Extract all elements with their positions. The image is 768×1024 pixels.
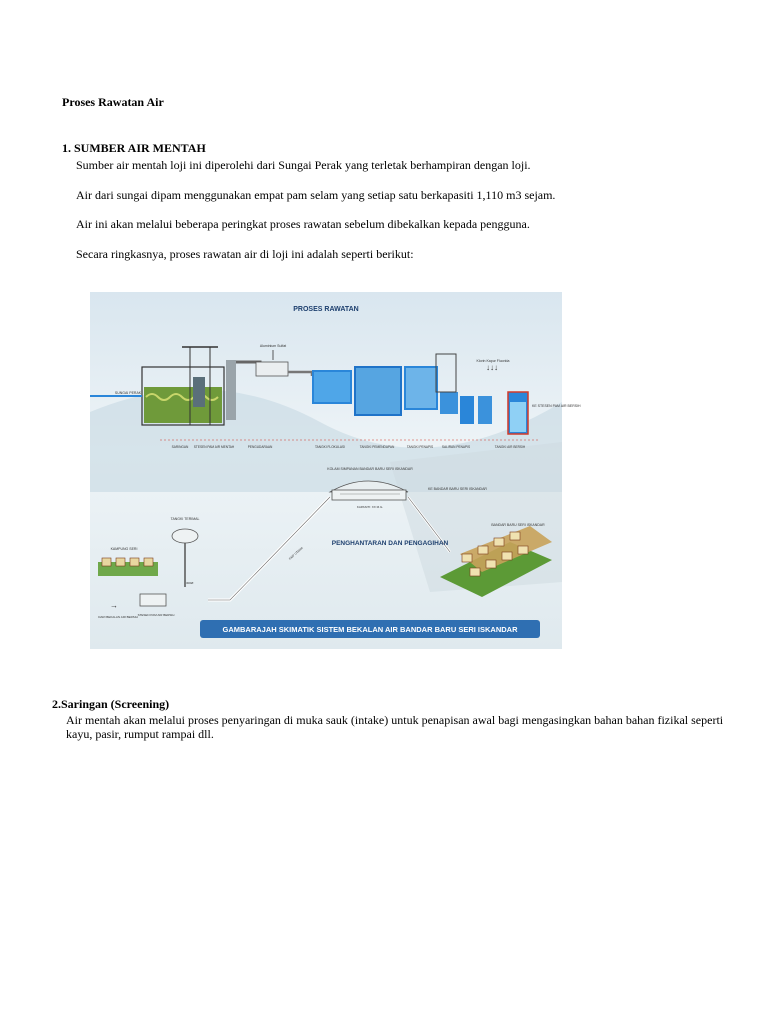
to-pump-station-label: KE STESEN PAM AIR BERSIH bbox=[532, 404, 581, 408]
paragraph-4: Secara ringkasnya, proses rawatan air di loji ini adalah seperti berikut: bbox=[76, 247, 414, 261]
page-title: Proses Rawatan Air bbox=[62, 95, 164, 109]
from-supply-label: DARI BEKALAN AIR BERSIH bbox=[98, 615, 138, 619]
stage-label: TANGKI PENAPIS bbox=[406, 445, 434, 449]
reservoir-label: KOLAM SIMPANAN BANDAR BARU SERI ISKANDAR bbox=[327, 467, 413, 471]
town-label: BANDAR BARU SERI ISKANDAR bbox=[491, 523, 545, 527]
stage-label: TANGKI FLOKULASI bbox=[314, 445, 346, 449]
figure-banner: GAMBARAJAH SKIMATIK SISTEM BEKALAN AIR BANDAR BARU SERI ISKANDAR bbox=[222, 625, 518, 634]
paragraph-3: Air ini akan melalui beberapa peringkat proses rawatan sebelum dibekalkan kepada pengguna. bbox=[76, 217, 530, 231]
paragraph-2: Air dari sungai dipam menggunakan empat pam selam yang setiap satu berkapasiti 1,110 m3 sejam. bbox=[76, 188, 556, 202]
stage-label: PENGUDARAAN bbox=[247, 445, 273, 449]
station-label: STESEN PAM AIR BERSIH bbox=[137, 613, 175, 617]
dosing-label: Aluminium Sulfat bbox=[259, 344, 287, 348]
pipe-label: PAIP UTAMA bbox=[287, 545, 304, 561]
section-heading-saringan: 2.Saringan (Screening) bbox=[52, 697, 170, 711]
river-label: SUNGAI PERAK bbox=[114, 391, 142, 395]
chemical-label: Klorin Kapur Fluorida bbox=[476, 359, 510, 363]
pipe-size: 300Ø bbox=[186, 581, 194, 585]
village-label: KAMPUNG SERI bbox=[110, 547, 138, 551]
svg-text:→: → bbox=[110, 601, 118, 610]
stage-label: SALIRAN PENAPIS bbox=[441, 445, 471, 449]
water-supply-schematic-figure bbox=[90, 292, 581, 649]
to-town-label: KE BANDAR BARU SERI ISKANDAR bbox=[428, 487, 487, 491]
reservoir-capacity: KAPASITI: XX M.G. bbox=[356, 505, 384, 509]
figure-middle-title: PENGHANTARAN DAN PENGAGIHAN bbox=[331, 540, 449, 547]
section-heading-sumber-air-mentah: 1. SUMBER AIR MENTAH bbox=[62, 141, 206, 155]
svg-text:↓↓↓: ↓↓↓ bbox=[486, 363, 498, 372]
paragraph-1: Sumber air mentah loji ini diperolehi dari Sungai Perak yang terletak berhampiran dengan loji. bbox=[76, 158, 531, 172]
figure-top-title: PROSES RAWATAN bbox=[293, 306, 359, 313]
stage-label: TANGKI PEMENDAPAN bbox=[359, 445, 395, 449]
tower-label: TANGKI TERIMAL bbox=[170, 517, 200, 521]
stage-label: SARINGAN bbox=[171, 445, 189, 449]
stage-label: TANGKI AIR BERSIH bbox=[494, 445, 526, 449]
paragraph-saringan: Air mentah akan melalui proses penyaringan di muka sauk (intake) untuk penapisan awal bagi mengasingkan bahan bahan fizikal seperti kayu, pasir, rumput rampai dll. bbox=[66, 713, 724, 741]
stage-label: STESEN PAM AIR MENTAH bbox=[193, 445, 235, 449]
clear-water-tank bbox=[508, 392, 528, 434]
